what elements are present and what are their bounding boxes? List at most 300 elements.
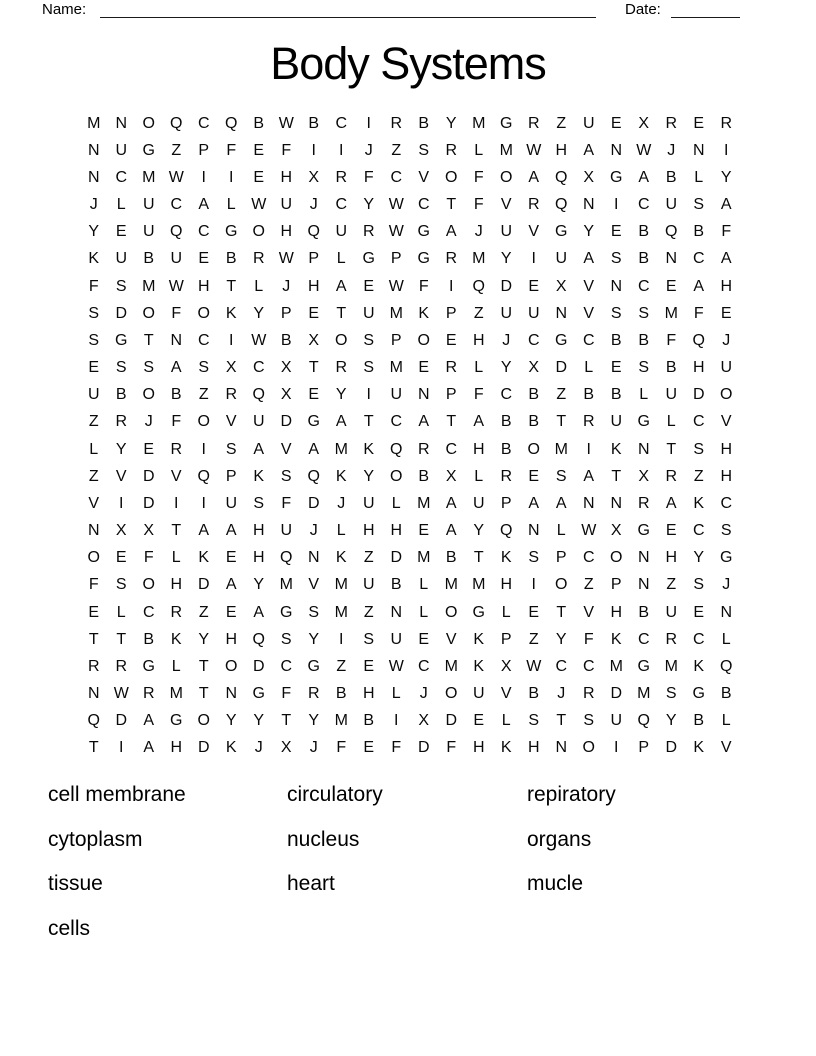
grid-letter: L [226,196,236,214]
grid-letter: B [418,467,430,485]
word-list-item: nucleus [287,827,360,851]
grid-letter: H [252,549,265,567]
grid-letter: M [417,549,431,567]
grid-letter: Y [335,386,347,404]
grid-letter: L [474,467,484,485]
grid-letter: S [308,603,320,621]
grid-letter: N [637,549,650,567]
grid-letter: C [692,413,705,431]
grid-letter: K [363,440,375,458]
grid-letter: L [556,522,566,540]
grid-letter: F [446,739,457,757]
grid-letter: Q [252,630,265,648]
grid-letter: E [473,712,485,730]
grid-letter: L [721,712,731,730]
grid-letter: G [500,114,513,132]
grid-letter: E [363,277,375,295]
grid-letter: O [142,386,155,404]
grid-letter: N [582,494,595,512]
grid-letter: O [417,331,430,349]
grid-letter: J [254,739,263,757]
grid-letter: L [584,359,594,377]
grid-letter: X [583,168,595,186]
grid-letter: W [388,657,404,675]
grid-letter: J [309,522,318,540]
grid-letter: H [170,739,183,757]
grid-letter: H [307,277,320,295]
grid-letter: C [720,494,733,512]
grid-letter: J [309,739,318,757]
grid-letter: T [198,657,209,675]
grid-letter: U [390,386,403,404]
grid-letter: I [366,114,371,132]
grid-letter: Q [720,657,733,675]
grid-letter: W [526,141,542,159]
grid-letter: P [500,494,512,512]
grid-letter: Q [692,331,705,349]
grid-letter: B [418,114,430,132]
grid-letter: E [693,114,705,132]
grid-letter: M [417,494,431,512]
grid-letter: B [280,331,292,349]
grid-letter: H [665,549,678,567]
grid-letter: S [555,467,567,485]
grid-letter: C [582,331,595,349]
grid-letter: A [693,277,705,295]
grid-letter: B [693,712,705,730]
grid-letter: O [335,331,348,349]
grid-letter: D [197,739,210,757]
word-list-item: heart [287,872,335,896]
grid-letter: O [142,304,155,322]
grid-letter: O [720,386,733,404]
grid-letter: O [197,712,210,730]
grid-letter: A [198,522,210,540]
grid-letter: F [281,685,292,703]
grid-letter: J [89,196,98,214]
grid-letter: U [472,685,485,703]
grid-letter: N [665,250,678,268]
grid-letter: K [225,739,237,757]
grid-letter: V [720,413,732,431]
grid-letter: I [119,739,124,757]
grid-letter: C [197,114,210,132]
grid-letter: I [201,168,206,186]
grid-letter: L [171,549,181,567]
grid-letter: A [528,168,540,186]
grid-letter: B [638,331,650,349]
grid-letter: J [419,685,428,703]
grid-letter: Z [363,549,374,567]
grid-letter: G [637,413,650,431]
grid-letter: L [721,630,731,648]
grid-letter: Y [308,630,320,648]
grid-letter: Z [391,141,402,159]
grid-letter: H [225,630,238,648]
grid-letter: S [720,522,732,540]
grid-letter: Z [336,657,347,675]
grid-letter: E [363,657,375,675]
grid-letter: T [88,630,99,648]
grid-letter: N [610,277,623,295]
grid-letter: S [280,467,292,485]
grid-letter: N [692,141,705,159]
grid-letter: M [389,304,403,322]
grid-letter: U [610,712,623,730]
grid-letter: N [87,168,100,186]
grid-letter: O [197,304,210,322]
grid-letter: L [474,141,484,159]
grid-letter: E [418,359,430,377]
grid-letter: H [720,467,733,485]
grid-letter: V [88,494,100,512]
grid-letter: U [472,494,485,512]
grid-letter: T [556,712,567,730]
grid-letter: R [335,359,348,377]
grid-letter: X [115,522,127,540]
grid-letter: D [197,576,210,594]
grid-letter: L [419,603,429,621]
grid-letter: U [115,250,128,268]
grid-letter: U [335,223,348,241]
grid-letter: M [334,712,348,730]
grid-letter: K [335,467,347,485]
grid-letter: X [308,331,320,349]
grid-letter: M [169,685,183,703]
grid-letter: E [363,739,375,757]
grid-letter: E [720,304,732,322]
grid-letter: F [583,630,594,648]
grid-letter: Q [307,223,320,241]
grid-letter: X [500,657,512,675]
grid-letter: Y [253,304,265,322]
grid-letter: U [170,250,183,268]
grid-letter: C [390,413,403,431]
grid-letter: C [582,549,595,567]
word-list-item: mucle [527,872,584,896]
grid-letter: F [693,304,704,322]
grid-letter: E [308,386,320,404]
grid-letter: B [693,223,705,241]
grid-letter: P [610,576,622,594]
grid-letter: C [692,630,705,648]
grid-letter: B [170,386,182,404]
grid-letter: O [527,440,540,458]
grid-letter: Q [390,440,403,458]
grid-letter: W [113,685,129,703]
grid-letter: R [252,250,265,268]
grid-letter: V [280,440,292,458]
grid-letter: B [638,603,650,621]
grid-letter: R [170,440,183,458]
grid-letter: Q [500,522,513,540]
grid-letter: N [307,549,320,567]
grid-letter: F [281,141,292,159]
grid-letter: J [667,141,676,159]
grid-letter: A [170,359,182,377]
grid-letter: E [665,522,677,540]
grid-letter: C [252,359,265,377]
grid-letter: B [253,114,265,132]
grid-letter: N [637,440,650,458]
grid-letter: U [500,223,513,241]
grid-letter: S [88,304,100,322]
grid-letter: G [307,413,320,431]
grid-letter: L [501,603,511,621]
grid-letter: A [225,576,237,594]
grid-letter: R [582,685,595,703]
grid-letter: V [445,630,457,648]
grid-letter: E [418,522,430,540]
grid-letter: X [418,712,430,730]
grid-letter: H [472,331,485,349]
grid-letter: W [388,196,404,214]
grid-letter: E [610,359,622,377]
grid-letter: F [473,196,484,214]
grid-letter: K [253,467,265,485]
grid-letter: Q [197,467,210,485]
grid-letter: D [555,359,568,377]
grid-letter: W [526,657,542,675]
grid-letter: R [445,359,458,377]
grid-letter: R [665,114,678,132]
grid-letter: A [198,196,210,214]
grid-letter: O [582,739,595,757]
grid-letter: I [366,386,371,404]
grid-letter: J [364,141,373,159]
grid-letter: E [445,331,457,349]
grid-letter: C [280,657,293,675]
grid-letter: H [280,168,293,186]
grid-letter: O [252,223,265,241]
grid-letter: P [225,467,237,485]
grid-letter: M [472,576,486,594]
grid-letter: T [281,712,292,730]
grid-letter: K [198,549,210,567]
grid-letter: B [445,549,457,567]
grid-letter: R [335,168,348,186]
word-list-item: tissue [48,872,103,896]
grid-letter: R [87,657,100,675]
grid-letter: R [115,657,128,675]
grid-letter: L [391,494,401,512]
grid-letter: I [586,440,591,458]
grid-letter: V [418,168,430,186]
grid-letter: B [528,413,540,431]
grid-letter: T [226,277,237,295]
grid-letter: B [610,386,622,404]
grid-letter: U [280,522,293,540]
grid-letter: D [142,494,155,512]
grid-letter: F [226,141,237,159]
grid-letter: M [444,576,458,594]
grid-letter: G [170,712,183,730]
grid-letter: B [335,685,347,703]
grid-letter: Y [500,250,512,268]
grid-letter: U [665,603,678,621]
grid-letter: H [170,576,183,594]
grid-letter: C [500,386,513,404]
grid-letter: O [555,576,568,594]
grid-letter: M [334,576,348,594]
grid-letter: L [254,277,264,295]
grid-letter: K [88,250,100,268]
grid-letter: F [88,576,99,594]
grid-letter: I [614,739,619,757]
grid-letter: B [638,223,650,241]
grid-letter: S [115,359,127,377]
grid-letter: V [500,685,512,703]
grid-letter: O [610,549,623,567]
grid-letter: M [472,250,486,268]
grid-letter: U [362,576,375,594]
grid-letter: U [142,196,155,214]
grid-letter: P [198,141,210,159]
grid-letter: S [363,630,375,648]
grid-letter: B [583,386,595,404]
grid-letter: S [418,141,430,159]
grid-letter: S [638,359,650,377]
grid-letter: J [502,331,511,349]
grid-letter: W [278,250,294,268]
grid-letter: Q [225,114,238,132]
grid-letter: U [582,114,595,132]
grid-letter: P [500,630,512,648]
grid-letter: A [308,440,320,458]
grid-letter: N [582,196,595,214]
grid-letter: K [693,739,705,757]
grid-letter: E [665,277,677,295]
grid-letter: B [638,250,650,268]
grid-letter: X [308,168,320,186]
grid-letter: N [170,331,183,349]
grid-letter: S [363,359,375,377]
grid-letter: Q [252,386,265,404]
grid-letter: K [418,304,430,322]
grid-letter: T [666,440,677,458]
grid-letter: R [637,494,650,512]
grid-letter: N [87,685,100,703]
grid-letter: R [445,141,458,159]
grid-letter: Y [308,712,320,730]
grid-letter: D [692,386,705,404]
grid-letter: A [638,168,650,186]
grid-letter: G [307,657,320,675]
grid-letter: R [445,250,458,268]
grid-letter: U [362,494,375,512]
grid-letter: M [142,168,156,186]
grid-letter: C [692,522,705,540]
grid-letter: F [143,549,154,567]
grid-letter: Y [445,114,457,132]
grid-letter: I [339,630,344,648]
grid-letter: P [445,386,457,404]
grid-letter: C [417,657,430,675]
grid-letter: S [528,712,540,730]
grid-letter: M [609,657,623,675]
grid-letter: A [583,467,595,485]
grid-letter: G [720,549,733,567]
grid-letter: F [418,277,429,295]
grid-letter: F [473,168,484,186]
grid-letter: C [445,440,458,458]
grid-letter: R [527,114,540,132]
grid-letter: J [144,413,153,431]
grid-letter: C [527,331,540,349]
grid-letter: S [253,494,265,512]
grid-letter: S [693,196,705,214]
grid-letter: D [142,467,155,485]
grid-letter: U [527,304,540,322]
grid-letter: O [445,603,458,621]
grid-letter: H [390,522,403,540]
grid-letter: R [500,467,513,485]
date-label: Date: [625,1,661,18]
grid-letter: L [501,712,511,730]
grid-letter: F [336,739,347,757]
grid-letter: L [89,440,99,458]
grid-letter: G [225,223,238,241]
grid-letter: Z [693,467,704,485]
grid-letter: X [225,359,237,377]
word-list-item: circulatory [287,783,383,806]
grid-letter: Z [88,467,99,485]
grid-letter: B [363,712,375,730]
grid-letter: H [610,603,623,621]
grid-letter: V [583,277,595,295]
grid-letter: Z [473,304,484,322]
grid-letter: V [500,196,512,214]
grid-letter: B [143,250,155,268]
grid-letter: G [637,657,650,675]
grid-letter: U [87,386,100,404]
grid-letter: V [170,467,182,485]
grid-letter: W [388,223,404,241]
grid-letter: O [225,657,238,675]
grid-letter: S [610,304,622,322]
grid-letter: U [115,141,128,159]
grid-letter: N [610,494,623,512]
grid-letter: T [171,522,182,540]
grid-letter: Y [693,549,705,567]
grid-letter: Z [363,603,374,621]
grid-letter: Q [555,196,568,214]
grid-letter: A [528,494,540,512]
grid-letter: B [528,685,540,703]
grid-letter: G [472,603,485,621]
grid-letter: J [337,494,346,512]
grid-letter: Y [473,522,485,540]
grid-letter: O [390,467,403,485]
grid-letter: W [251,196,267,214]
grid-letter: I [311,141,316,159]
grid-letter: Z [556,114,567,132]
grid-letter: H [500,576,513,594]
grid-letter: Z [198,603,209,621]
grid-letter: F [363,168,374,186]
grid-letter: I [614,196,619,214]
grid-letter: Y [363,467,375,485]
grid-letter: B [115,386,127,404]
grid-letter: L [694,168,704,186]
grid-letter: B [720,685,732,703]
grid-letter: F [88,277,99,295]
grid-letter: C [555,657,568,675]
grid-letter: E [225,549,237,567]
grid-letter: F [171,413,182,431]
grid-letter: B [665,168,677,186]
grid-letter: G [555,331,568,349]
